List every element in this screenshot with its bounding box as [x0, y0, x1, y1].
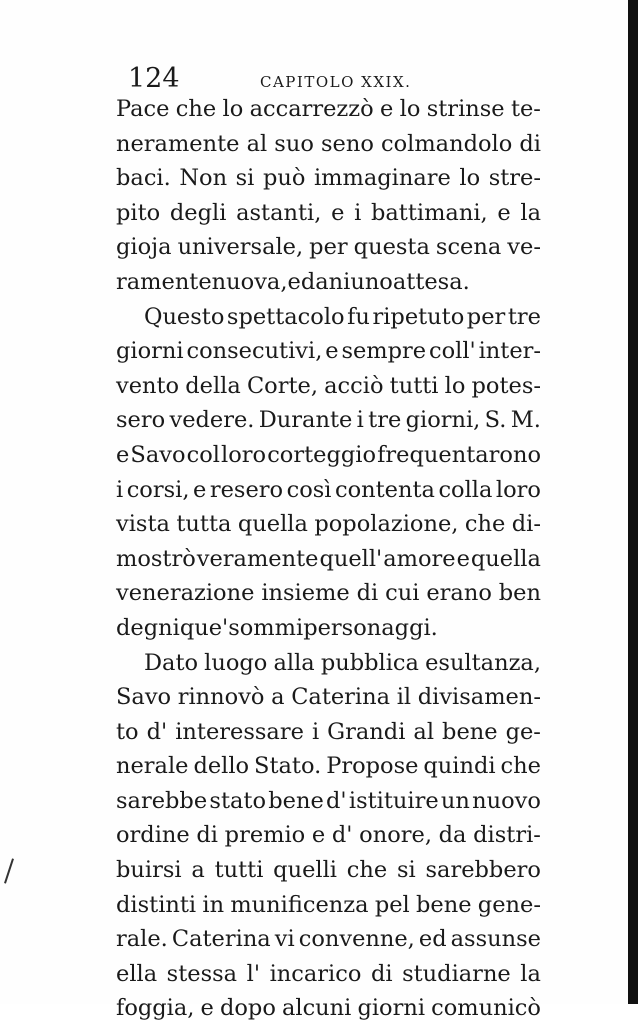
text-line: [116, 646, 541, 681]
word: niuno: [328, 268, 393, 295]
word: di: [519, 130, 541, 157]
word: d': [146, 718, 168, 745]
word: Non: [179, 165, 228, 192]
word: bene: [442, 718, 498, 745]
word: scena: [435, 234, 502, 261]
word: neramente: [116, 130, 240, 157]
word: degni: [116, 614, 180, 641]
word: lo: [399, 96, 421, 122]
text-line: [116, 611, 541, 646]
word: alla: [273, 649, 315, 676]
word: venerazione: [116, 580, 255, 607]
text-line: [116, 438, 541, 473]
word: così: [286, 476, 332, 503]
word: Durante: [258, 407, 353, 434]
word: baci.: [116, 165, 171, 192]
word: cui: [385, 580, 420, 607]
word: colla: [438, 476, 493, 503]
word: dello: [193, 753, 250, 780]
word: nerale: [116, 753, 189, 780]
word: vista: [116, 511, 170, 538]
word: bene: [416, 891, 472, 918]
word: distinti: [116, 891, 197, 918]
word: in: [202, 891, 225, 918]
text-line: [116, 230, 541, 265]
word: la: [520, 960, 541, 987]
word: assunse: [450, 926, 541, 953]
page-header: [120, 64, 540, 94]
word: lo: [222, 96, 244, 122]
word: onore,: [359, 822, 432, 849]
word: Propose: [326, 753, 419, 780]
word: quell': [319, 545, 383, 572]
word: di: [196, 822, 218, 849]
word: della: [185, 372, 241, 399]
word: quella: [237, 511, 308, 538]
word: da: [438, 822, 467, 849]
word: to: [116, 718, 139, 745]
word: un: [440, 787, 470, 814]
word: rale.: [116, 926, 168, 953]
word: col: [186, 441, 220, 468]
word: divisamen-: [417, 684, 541, 711]
word: Grandi: [327, 718, 406, 745]
word: loro: [221, 441, 267, 468]
word: gene-: [477, 891, 541, 918]
word: personaggi.: [303, 614, 438, 641]
word: i: [116, 476, 124, 503]
word: gioja: [116, 234, 172, 261]
text-line: [116, 888, 541, 923]
word: Caterina: [171, 926, 271, 953]
word: ordine: [116, 822, 190, 849]
word: bene: [268, 787, 324, 814]
text-line: [116, 542, 541, 577]
word: tre: [507, 303, 541, 330]
word: frequentarono: [377, 441, 541, 468]
word: che: [346, 857, 388, 884]
word: vento: [116, 372, 180, 399]
word: inter-: [478, 338, 541, 365]
word: nuovo: [472, 787, 541, 814]
word: mostrò: [116, 545, 196, 572]
word: luogo: [204, 649, 268, 676]
word: pito: [116, 199, 161, 226]
word: premio: [224, 822, 306, 849]
text-line: [116, 369, 541, 404]
text-line: [116, 196, 541, 231]
word: e: [456, 545, 470, 572]
text-line: [116, 92, 541, 127]
word: loro: [495, 476, 541, 503]
body-text: [116, 92, 541, 1026]
word: per: [309, 234, 348, 261]
word: giorni,: [405, 407, 481, 434]
word: strinse: [426, 96, 505, 122]
word: a: [191, 857, 205, 884]
chapter-title: CAPITOLO XXIX.: [260, 73, 412, 91]
word: immaginare: [313, 165, 451, 192]
word: e: [380, 96, 394, 122]
word: pel: [374, 891, 410, 918]
word: giorni: [116, 338, 184, 365]
word: e: [193, 476, 207, 503]
word: corteggio: [267, 441, 376, 468]
text-line: [116, 957, 541, 992]
word: esultanza,: [425, 649, 541, 676]
word: stessa: [166, 960, 238, 987]
word: consecutivi,: [186, 338, 323, 365]
text-line: [116, 300, 541, 335]
word: Savo: [116, 684, 172, 711]
word: a: [271, 684, 285, 711]
word: sommi: [228, 614, 304, 641]
word: colmandolo: [380, 130, 513, 157]
word: contenta: [334, 476, 435, 503]
word: lo: [444, 372, 466, 399]
word: universale,: [177, 234, 304, 261]
word: ripetuto: [372, 303, 465, 330]
word: di-: [511, 511, 541, 538]
word: vi: [274, 926, 295, 953]
word: battimani,: [370, 199, 488, 226]
word: suo: [274, 130, 314, 157]
word: studiarne: [402, 960, 511, 987]
text-line: [116, 161, 541, 196]
text-line: [116, 680, 541, 715]
word: S.: [484, 407, 507, 434]
word: incarico: [269, 960, 362, 987]
word: e: [497, 199, 511, 226]
text-line: [116, 334, 541, 369]
word: Savo: [130, 441, 186, 468]
word: d': [331, 822, 353, 849]
word: può: [262, 165, 306, 192]
text-line: [116, 127, 541, 162]
word: popolazione,: [314, 511, 459, 538]
word: pubblica: [320, 649, 419, 676]
word: alcuni: [281, 995, 352, 1022]
word: resero: [209, 476, 284, 503]
text-line: [116, 576, 541, 611]
word: sero: [116, 407, 166, 434]
word: seno: [320, 130, 374, 157]
word: M.: [510, 407, 541, 434]
word: nuova,: [211, 268, 288, 295]
word: si: [235, 165, 255, 192]
word: e: [116, 441, 130, 468]
word: acciò: [324, 372, 384, 399]
word: il: [396, 684, 412, 711]
word: sempre: [341, 338, 427, 365]
word: si: [396, 857, 416, 884]
word: che: [500, 753, 541, 780]
word: ella: [116, 960, 158, 987]
text-line: [116, 784, 541, 819]
word: interessare: [175, 718, 304, 745]
text-line: [116, 473, 541, 508]
word: ben: [498, 580, 541, 607]
word: attesa.: [392, 268, 470, 295]
word: i: [356, 407, 364, 434]
word: degli: [169, 199, 227, 226]
word: rinnovò: [177, 684, 265, 711]
word: corsi,: [126, 476, 190, 503]
word: di: [356, 580, 379, 607]
word: che: [175, 96, 217, 122]
word: questa: [353, 234, 430, 261]
word: ramente: [116, 268, 212, 295]
word: stato: [209, 787, 266, 814]
page-edge-shadow: [628, 0, 638, 1004]
word: vedere.: [169, 407, 255, 434]
word: e: [331, 199, 345, 226]
word: lo: [459, 165, 481, 192]
word: quella: [470, 545, 541, 572]
word: munificenza: [230, 891, 369, 918]
word: e: [287, 268, 301, 295]
word: quelli: [273, 857, 337, 884]
word: astanti,: [236, 199, 322, 226]
word: spettacolo: [226, 303, 345, 330]
word: accarrezzò: [249, 96, 374, 122]
text-line: [116, 715, 541, 750]
word: comunicò: [431, 995, 541, 1022]
word: veramente: [196, 545, 319, 572]
word: stre-: [488, 165, 541, 192]
word: tutti: [389, 372, 439, 399]
word: l': [246, 960, 261, 987]
word: istituire: [348, 787, 439, 814]
word: ve-: [507, 234, 541, 261]
word: la: [520, 199, 541, 226]
word: ed: [418, 926, 447, 953]
word: insieme: [261, 580, 350, 607]
text-line: [116, 403, 541, 438]
word: Questo: [144, 303, 225, 330]
word: buirsi: [116, 857, 182, 884]
word: per: [466, 303, 506, 330]
text-line: [116, 922, 541, 957]
word: e: [325, 338, 339, 365]
word: Stato.: [254, 753, 322, 780]
word: sarebbe: [116, 787, 208, 814]
word: ge-: [505, 718, 541, 745]
word: sarebbero: [425, 857, 541, 884]
word: giorni: [357, 995, 426, 1022]
word: Dato: [144, 649, 199, 676]
text-line: [116, 507, 541, 542]
word: que': [179, 614, 229, 641]
word: erano: [426, 580, 492, 607]
text-line: [116, 818, 541, 853]
word: coll': [428, 338, 476, 365]
word: i: [354, 199, 362, 226]
page-number: 124: [128, 63, 180, 94]
word: tutta: [176, 511, 232, 538]
word: e: [311, 822, 326, 849]
word: amore: [383, 545, 456, 572]
text-line: [116, 265, 541, 300]
word: te-: [510, 96, 541, 122]
word: al: [413, 718, 435, 745]
word: convenne,: [298, 926, 415, 953]
word: tutti: [214, 857, 264, 884]
word: Caterina: [291, 684, 391, 711]
word: i: [311, 718, 320, 745]
word: Corte,: [246, 372, 318, 399]
word: e: [200, 995, 214, 1022]
word: quindi: [423, 753, 496, 780]
word: distri-: [473, 822, 541, 849]
text-line: [116, 853, 541, 888]
word: al: [246, 130, 268, 157]
word: che: [464, 511, 506, 538]
word: d': [326, 787, 347, 814]
word: fu: [347, 303, 370, 330]
word: potes-: [471, 372, 541, 399]
text-line: [116, 991, 541, 1026]
word: da: [300, 268, 329, 295]
word: Pace: [116, 96, 170, 122]
stray-ink-mark: [4, 858, 14, 883]
word: tre: [368, 407, 402, 434]
word: di: [370, 960, 393, 987]
text-line: [116, 749, 541, 784]
word: dopo: [219, 995, 276, 1022]
word: foggia,: [116, 995, 195, 1022]
